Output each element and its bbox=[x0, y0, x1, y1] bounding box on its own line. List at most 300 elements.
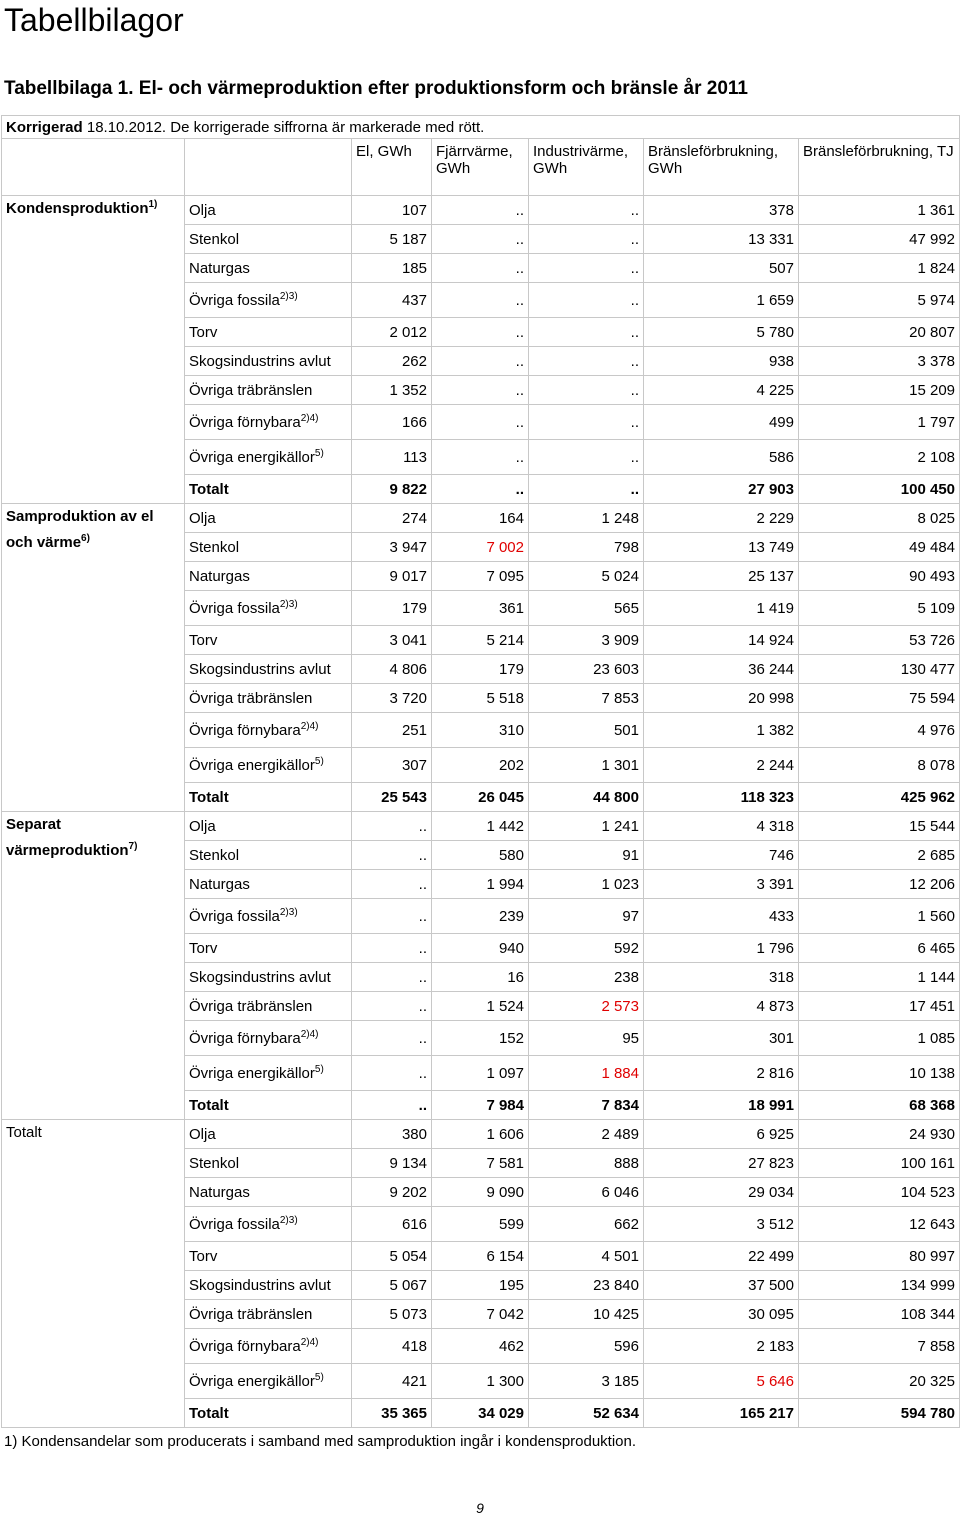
row-label-text: Övriga förnybara bbox=[189, 721, 301, 739]
row-label-text: Övriga träbränslen bbox=[189, 381, 313, 399]
footnote-ref: 2)3) bbox=[279, 598, 298, 610]
table-cell: 13 749 bbox=[644, 533, 799, 562]
footnote-ref: 5) bbox=[314, 1063, 324, 1075]
row-label-text: Torv bbox=[189, 631, 218, 649]
row-label-text: Totalt bbox=[189, 1404, 229, 1422]
row-label-text: Skogsindustrins avlut bbox=[189, 352, 331, 370]
row-label bbox=[185, 992, 352, 1021]
table-cell: 3 909 bbox=[529, 626, 644, 655]
table-cell: .. bbox=[432, 440, 529, 475]
table-cell: 91 bbox=[529, 841, 644, 870]
row-label-text: Naturgas bbox=[189, 259, 250, 277]
row-label bbox=[185, 1242, 352, 1271]
row-label bbox=[185, 283, 352, 318]
table-cell: 7 095 bbox=[432, 562, 529, 591]
row-label-text: Torv bbox=[189, 1247, 218, 1265]
table-cell: 35 365 bbox=[352, 1399, 432, 1428]
table-cell: 2 012 bbox=[352, 318, 432, 347]
row-label bbox=[185, 591, 352, 626]
table-cell: .. bbox=[529, 376, 644, 405]
table-cell: 24 930 bbox=[799, 1120, 960, 1149]
table-cell: 5 024 bbox=[529, 562, 644, 591]
footnote-ref: 5) bbox=[314, 755, 324, 767]
table-cell: 421 bbox=[352, 1364, 432, 1399]
table-cell: 5 067 bbox=[352, 1271, 432, 1300]
table-cell: 166 bbox=[352, 405, 432, 440]
table-cell: .. bbox=[352, 899, 432, 934]
footnote-ref: 2)3) bbox=[279, 1214, 298, 1226]
row-label-text: Övriga energikällor bbox=[189, 1372, 315, 1390]
table-cell: 30 095 bbox=[644, 1300, 799, 1329]
row-label bbox=[185, 655, 352, 684]
table-cell: 1 300 bbox=[432, 1364, 529, 1399]
row-label-text: Övriga energikällor bbox=[189, 448, 315, 466]
table-cell: 238 bbox=[529, 963, 644, 992]
row-label bbox=[185, 626, 352, 655]
row-label-text: Övriga träbränslen bbox=[189, 689, 313, 707]
table-cell: 1 248 bbox=[529, 504, 644, 533]
row-label bbox=[185, 440, 352, 475]
table-cell: 565 bbox=[529, 591, 644, 626]
table-cell: 68 368 bbox=[799, 1091, 960, 1120]
table-cell: .. bbox=[529, 318, 644, 347]
table-cell: 310 bbox=[432, 713, 529, 748]
table-cell: 97 bbox=[529, 899, 644, 934]
row-label bbox=[185, 405, 352, 440]
row-label bbox=[185, 1399, 352, 1428]
row-label-text: Övriga förnybara bbox=[189, 413, 301, 431]
header-empty bbox=[2, 139, 185, 196]
table-cell: 100 450 bbox=[799, 475, 960, 504]
table-cell: 1 796 bbox=[644, 934, 799, 963]
row-label bbox=[185, 533, 352, 562]
table-cell: 2 244 bbox=[644, 748, 799, 783]
table-cell: 80 997 bbox=[799, 1242, 960, 1271]
table-title: Tabellbilaga 1. El- och värmeproduktion efter produktionsform och bränsle år 2011 bbox=[4, 78, 748, 99]
table-cell: 616 bbox=[352, 1207, 432, 1242]
table-cell: 425 962 bbox=[799, 783, 960, 812]
table-cell: 1 361 bbox=[799, 196, 960, 225]
table-cell: 433 bbox=[644, 899, 799, 934]
table-cell: 6 154 bbox=[432, 1242, 529, 1271]
table-cell: 34 029 bbox=[432, 1399, 529, 1428]
table-cell: .. bbox=[529, 440, 644, 475]
table-cell: 22 499 bbox=[644, 1242, 799, 1271]
table-cell: 361 bbox=[432, 591, 529, 626]
table-cell: 23 840 bbox=[529, 1271, 644, 1300]
table-cell: 16 bbox=[432, 963, 529, 992]
column-header: Industrivärme, GWh bbox=[529, 139, 644, 196]
group-name: Samproduktion av el och värme bbox=[6, 508, 154, 551]
table-cell: 152 bbox=[432, 1021, 529, 1056]
table-cell: 15 544 bbox=[799, 812, 960, 841]
table-cell: 251 bbox=[352, 713, 432, 748]
row-label-text: Totalt bbox=[189, 788, 229, 806]
row-label bbox=[185, 713, 352, 748]
table-cell: 179 bbox=[352, 591, 432, 626]
row-label bbox=[185, 1300, 352, 1329]
table-cell: 580 bbox=[432, 841, 529, 870]
table-cell: 586 bbox=[644, 440, 799, 475]
table-cell: 7 002 bbox=[432, 533, 529, 562]
table-cell: 507 bbox=[644, 254, 799, 283]
table-cell: 4 318 bbox=[644, 812, 799, 841]
table-cell: 938 bbox=[644, 347, 799, 376]
table-cell: 1 797 bbox=[799, 405, 960, 440]
table-cell: .. bbox=[529, 283, 644, 318]
row-label-text: Övriga fossila bbox=[189, 291, 280, 309]
table-cell: 3 720 bbox=[352, 684, 432, 713]
table-cell: 1 560 bbox=[799, 899, 960, 934]
table-cell: 3 512 bbox=[644, 1207, 799, 1242]
row-label-text: Olja bbox=[189, 509, 216, 527]
row-label bbox=[185, 812, 352, 841]
table-row bbox=[2, 1120, 960, 1149]
table-cell: 44 800 bbox=[529, 783, 644, 812]
table-cell: 594 780 bbox=[799, 1399, 960, 1428]
table-cell: 15 209 bbox=[799, 376, 960, 405]
table-cell: .. bbox=[432, 196, 529, 225]
table-cell: .. bbox=[352, 934, 432, 963]
table-cell: 499 bbox=[644, 405, 799, 440]
footnote-ref: 2)4) bbox=[300, 1336, 319, 1348]
column-header: Fjärrvärme, GWh bbox=[432, 139, 529, 196]
table-cell: 1 382 bbox=[644, 713, 799, 748]
table-cell: 301 bbox=[644, 1021, 799, 1056]
table-cell: 5 214 bbox=[432, 626, 529, 655]
table-cell: .. bbox=[352, 992, 432, 1021]
footnote-ref: 2)4) bbox=[300, 1028, 319, 1040]
table-cell: 3 947 bbox=[352, 533, 432, 562]
table-cell: 1 606 bbox=[432, 1120, 529, 1149]
table-cell: 1 524 bbox=[432, 992, 529, 1021]
table-cell: 8 078 bbox=[799, 748, 960, 783]
table-cell: 9 017 bbox=[352, 562, 432, 591]
table-cell: 1 144 bbox=[799, 963, 960, 992]
table-cell: 592 bbox=[529, 934, 644, 963]
table-cell: 2 816 bbox=[644, 1056, 799, 1091]
row-label-text: Totalt bbox=[189, 480, 229, 498]
table-cell: 185 bbox=[352, 254, 432, 283]
table-cell: 798 bbox=[529, 533, 644, 562]
row-label bbox=[185, 963, 352, 992]
table-cell: 7 984 bbox=[432, 1091, 529, 1120]
table-cell: 47 992 bbox=[799, 225, 960, 254]
table-cell: 9 202 bbox=[352, 1178, 432, 1207]
table-cell: 888 bbox=[529, 1149, 644, 1178]
table-cell: 12 643 bbox=[799, 1207, 960, 1242]
footnote-ref: 1) bbox=[148, 199, 158, 210]
table-cell: 1 352 bbox=[352, 376, 432, 405]
row-label bbox=[185, 1364, 352, 1399]
table-cell: 596 bbox=[529, 1329, 644, 1364]
row-label-text: Övriga träbränslen bbox=[189, 1305, 313, 1323]
table-cell: 1 301 bbox=[529, 748, 644, 783]
table-cell: 437 bbox=[352, 283, 432, 318]
table-body bbox=[2, 116, 960, 1428]
row-label bbox=[185, 783, 352, 812]
table-cell: 164 bbox=[432, 504, 529, 533]
table-cell: .. bbox=[432, 225, 529, 254]
table-cell: 662 bbox=[529, 1207, 644, 1242]
table-cell: .. bbox=[432, 347, 529, 376]
table-cell: 29 034 bbox=[644, 1178, 799, 1207]
table-cell: 5 109 bbox=[799, 591, 960, 626]
table-cell: 418 bbox=[352, 1329, 432, 1364]
footnote-ref: 5) bbox=[314, 1371, 324, 1383]
correction-text: 18.10.2012. De korrigerade siffrorna är markerade med rött. bbox=[86, 118, 485, 136]
table-cell: 1 442 bbox=[432, 812, 529, 841]
header-row bbox=[2, 139, 960, 196]
table-cell: .. bbox=[432, 475, 529, 504]
group-label bbox=[2, 504, 185, 812]
table-cell: 134 999 bbox=[799, 1271, 960, 1300]
table-cell: 202 bbox=[432, 748, 529, 783]
row-label bbox=[185, 504, 352, 533]
correction-bold: Korrigerad bbox=[6, 118, 83, 136]
row-label-text: Övriga fossila bbox=[189, 1215, 280, 1233]
table-cell: 5 073 bbox=[352, 1300, 432, 1329]
table-cell: 462 bbox=[432, 1329, 529, 1364]
table-cell: 5 646 bbox=[644, 1364, 799, 1399]
table-cell: 49 484 bbox=[799, 533, 960, 562]
row-label bbox=[185, 870, 352, 899]
group-label bbox=[2, 1120, 185, 1428]
row-label bbox=[185, 1329, 352, 1364]
table-cell: 9 090 bbox=[432, 1178, 529, 1207]
row-label bbox=[185, 318, 352, 347]
table-cell: .. bbox=[529, 347, 644, 376]
row-label-text: Övriga fossila bbox=[189, 599, 280, 617]
footnote-ref: 7) bbox=[128, 841, 138, 852]
table-cell: 17 451 bbox=[799, 992, 960, 1021]
page-title: Tabellbilagor bbox=[4, 2, 184, 38]
table-cell: 746 bbox=[644, 841, 799, 870]
table-cell: 378 bbox=[644, 196, 799, 225]
table-cell: 7 834 bbox=[529, 1091, 644, 1120]
table-cell: .. bbox=[529, 196, 644, 225]
table-cell: 1 659 bbox=[644, 283, 799, 318]
correction-note bbox=[2, 116, 960, 139]
table-cell: 25 137 bbox=[644, 562, 799, 591]
table-cell: 130 477 bbox=[799, 655, 960, 684]
row-label-text: Stenkol bbox=[189, 538, 240, 556]
table-cell: 2 685 bbox=[799, 841, 960, 870]
table-cell: 3 378 bbox=[799, 347, 960, 376]
table-cell: 1 419 bbox=[644, 591, 799, 626]
table-cell: 20 325 bbox=[799, 1364, 960, 1399]
row-label bbox=[185, 1056, 352, 1091]
table-cell: 118 323 bbox=[644, 783, 799, 812]
table-cell: 6 465 bbox=[799, 934, 960, 963]
table-cell: .. bbox=[529, 475, 644, 504]
row-label bbox=[185, 748, 352, 783]
table-cell: 5 054 bbox=[352, 1242, 432, 1271]
table-row bbox=[2, 504, 960, 533]
table-cell: 165 217 bbox=[644, 1399, 799, 1428]
table-cell: 90 493 bbox=[799, 562, 960, 591]
row-label-text: Övriga fossila bbox=[189, 907, 280, 925]
table-cell: .. bbox=[352, 1056, 432, 1091]
table-cell: 4 225 bbox=[644, 376, 799, 405]
footnote: 1) Kondensandelar som producerats i samband med samproduktion ingår i kondensproduktion. bbox=[4, 1433, 637, 1450]
group-name: Totalt bbox=[6, 1124, 42, 1141]
table-cell: .. bbox=[529, 405, 644, 440]
table-cell: 104 523 bbox=[799, 1178, 960, 1207]
group-label bbox=[2, 196, 185, 504]
footnote-ref: 2)4) bbox=[300, 412, 319, 424]
row-label-text: Torv bbox=[189, 939, 218, 957]
table-cell: 4 873 bbox=[644, 992, 799, 1021]
row-label-text: Stenkol bbox=[189, 846, 240, 864]
table-cell: 27 903 bbox=[644, 475, 799, 504]
table-cell: 9 134 bbox=[352, 1149, 432, 1178]
table-cell: 12 206 bbox=[799, 870, 960, 899]
row-label bbox=[185, 1178, 352, 1207]
table-cell: 307 bbox=[352, 748, 432, 783]
table-cell: 26 045 bbox=[432, 783, 529, 812]
table-cell: 1 994 bbox=[432, 870, 529, 899]
row-label-text: Övriga energikällor bbox=[189, 1064, 315, 1082]
table-cell: 52 634 bbox=[529, 1399, 644, 1428]
footnote-ref: 5) bbox=[314, 447, 324, 459]
row-label-text: Totalt bbox=[189, 1096, 229, 1114]
table-cell: 23 603 bbox=[529, 655, 644, 684]
page-number: 9 bbox=[476, 1500, 484, 1516]
table-cell: .. bbox=[352, 963, 432, 992]
table-cell: 37 500 bbox=[644, 1271, 799, 1300]
table-cell: .. bbox=[352, 1021, 432, 1056]
table-cell: 239 bbox=[432, 899, 529, 934]
table-cell: 1 241 bbox=[529, 812, 644, 841]
table-cell: .. bbox=[432, 254, 529, 283]
table-cell: 262 bbox=[352, 347, 432, 376]
table-cell: 107 bbox=[352, 196, 432, 225]
table-cell: 179 bbox=[432, 655, 529, 684]
column-header: Bränsleförbrukning, TJ bbox=[799, 139, 960, 196]
row-label bbox=[185, 475, 352, 504]
table-cell: 95 bbox=[529, 1021, 644, 1056]
table-cell: 195 bbox=[432, 1271, 529, 1300]
footnote-ref: 2)4) bbox=[300, 720, 319, 732]
table-cell: 7 042 bbox=[432, 1300, 529, 1329]
column-header: El, GWh bbox=[352, 139, 432, 196]
table-cell: .. bbox=[529, 254, 644, 283]
table-cell: 7 581 bbox=[432, 1149, 529, 1178]
table-cell: 2 183 bbox=[644, 1329, 799, 1364]
table-cell: 380 bbox=[352, 1120, 432, 1149]
table-cell: .. bbox=[529, 225, 644, 254]
row-label bbox=[185, 225, 352, 254]
table-cell: 2 489 bbox=[529, 1120, 644, 1149]
table-cell: 1 085 bbox=[799, 1021, 960, 1056]
row-label-text: Naturgas bbox=[189, 875, 250, 893]
table-cell: 7 853 bbox=[529, 684, 644, 713]
table-cell: 13 331 bbox=[644, 225, 799, 254]
table-cell: 3 185 bbox=[529, 1364, 644, 1399]
table-cell: 3 041 bbox=[352, 626, 432, 655]
row-label bbox=[185, 684, 352, 713]
footnote-ref: 6) bbox=[81, 533, 90, 544]
row-label bbox=[185, 196, 352, 225]
table-cell: .. bbox=[352, 812, 432, 841]
table-cell: 25 543 bbox=[352, 783, 432, 812]
table-cell: .. bbox=[352, 1091, 432, 1120]
table-cell: 940 bbox=[432, 934, 529, 963]
row-label-text: Torv bbox=[189, 323, 218, 341]
row-label-text: Olja bbox=[189, 201, 216, 219]
table-cell: .. bbox=[432, 283, 529, 318]
table-cell: 318 bbox=[644, 963, 799, 992]
row-label-text: Olja bbox=[189, 817, 216, 835]
table-cell: 5 518 bbox=[432, 684, 529, 713]
table-cell: 5 187 bbox=[352, 225, 432, 254]
group-label bbox=[2, 812, 185, 1120]
row-label-text: Stenkol bbox=[189, 230, 240, 248]
table-cell: 1 097 bbox=[432, 1056, 529, 1091]
table-cell: 113 bbox=[352, 440, 432, 475]
table-cell: 5 974 bbox=[799, 283, 960, 318]
row-label-text: Naturgas bbox=[189, 1183, 250, 1201]
table-cell: 2 573 bbox=[529, 992, 644, 1021]
table-cell: 6 046 bbox=[529, 1178, 644, 1207]
header-empty bbox=[185, 139, 352, 196]
row-label bbox=[185, 254, 352, 283]
table-cell: 10 425 bbox=[529, 1300, 644, 1329]
row-label-text: Skogsindustrins avlut bbox=[189, 1276, 331, 1294]
table-cell: 18 991 bbox=[644, 1091, 799, 1120]
table-cell: 4 501 bbox=[529, 1242, 644, 1271]
row-label-text: Övriga energikällor bbox=[189, 756, 315, 774]
table-cell: 2 229 bbox=[644, 504, 799, 533]
table-cell: .. bbox=[432, 405, 529, 440]
table-cell: 9 822 bbox=[352, 475, 432, 504]
row-label bbox=[185, 841, 352, 870]
footnote-ref: 2)3) bbox=[279, 290, 298, 302]
table-cell: 14 924 bbox=[644, 626, 799, 655]
table-cell: 53 726 bbox=[799, 626, 960, 655]
group-name: Separat värmeproduktion bbox=[6, 816, 129, 859]
column-header: Bränsleförbrukning, GWh bbox=[644, 139, 799, 196]
row-label bbox=[185, 1021, 352, 1056]
table-cell: 20 998 bbox=[644, 684, 799, 713]
table-cell: 1 884 bbox=[529, 1056, 644, 1091]
table-cell: 1 023 bbox=[529, 870, 644, 899]
row-label-text: Övriga förnybara bbox=[189, 1337, 301, 1355]
table-cell: 501 bbox=[529, 713, 644, 748]
row-label-text: Olja bbox=[189, 1125, 216, 1143]
row-label bbox=[185, 934, 352, 963]
table-cell: 108 344 bbox=[799, 1300, 960, 1329]
row-label-text: Skogsindustrins avlut bbox=[189, 660, 331, 678]
row-label bbox=[185, 562, 352, 591]
row-label bbox=[185, 1207, 352, 1242]
row-label-text: Övriga förnybara bbox=[189, 1029, 301, 1047]
table-cell: 4 976 bbox=[799, 713, 960, 748]
table-cell: 1 824 bbox=[799, 254, 960, 283]
table-cell: 75 594 bbox=[799, 684, 960, 713]
table-cell: 36 244 bbox=[644, 655, 799, 684]
table-cell: 6 925 bbox=[644, 1120, 799, 1149]
table-row bbox=[2, 196, 960, 225]
data-table bbox=[1, 115, 960, 1428]
table-cell: 8 025 bbox=[799, 504, 960, 533]
table-row bbox=[2, 812, 960, 841]
table-cell: .. bbox=[352, 841, 432, 870]
table-cell: .. bbox=[432, 376, 529, 405]
table-cell: 5 780 bbox=[644, 318, 799, 347]
table-cell: 4 806 bbox=[352, 655, 432, 684]
